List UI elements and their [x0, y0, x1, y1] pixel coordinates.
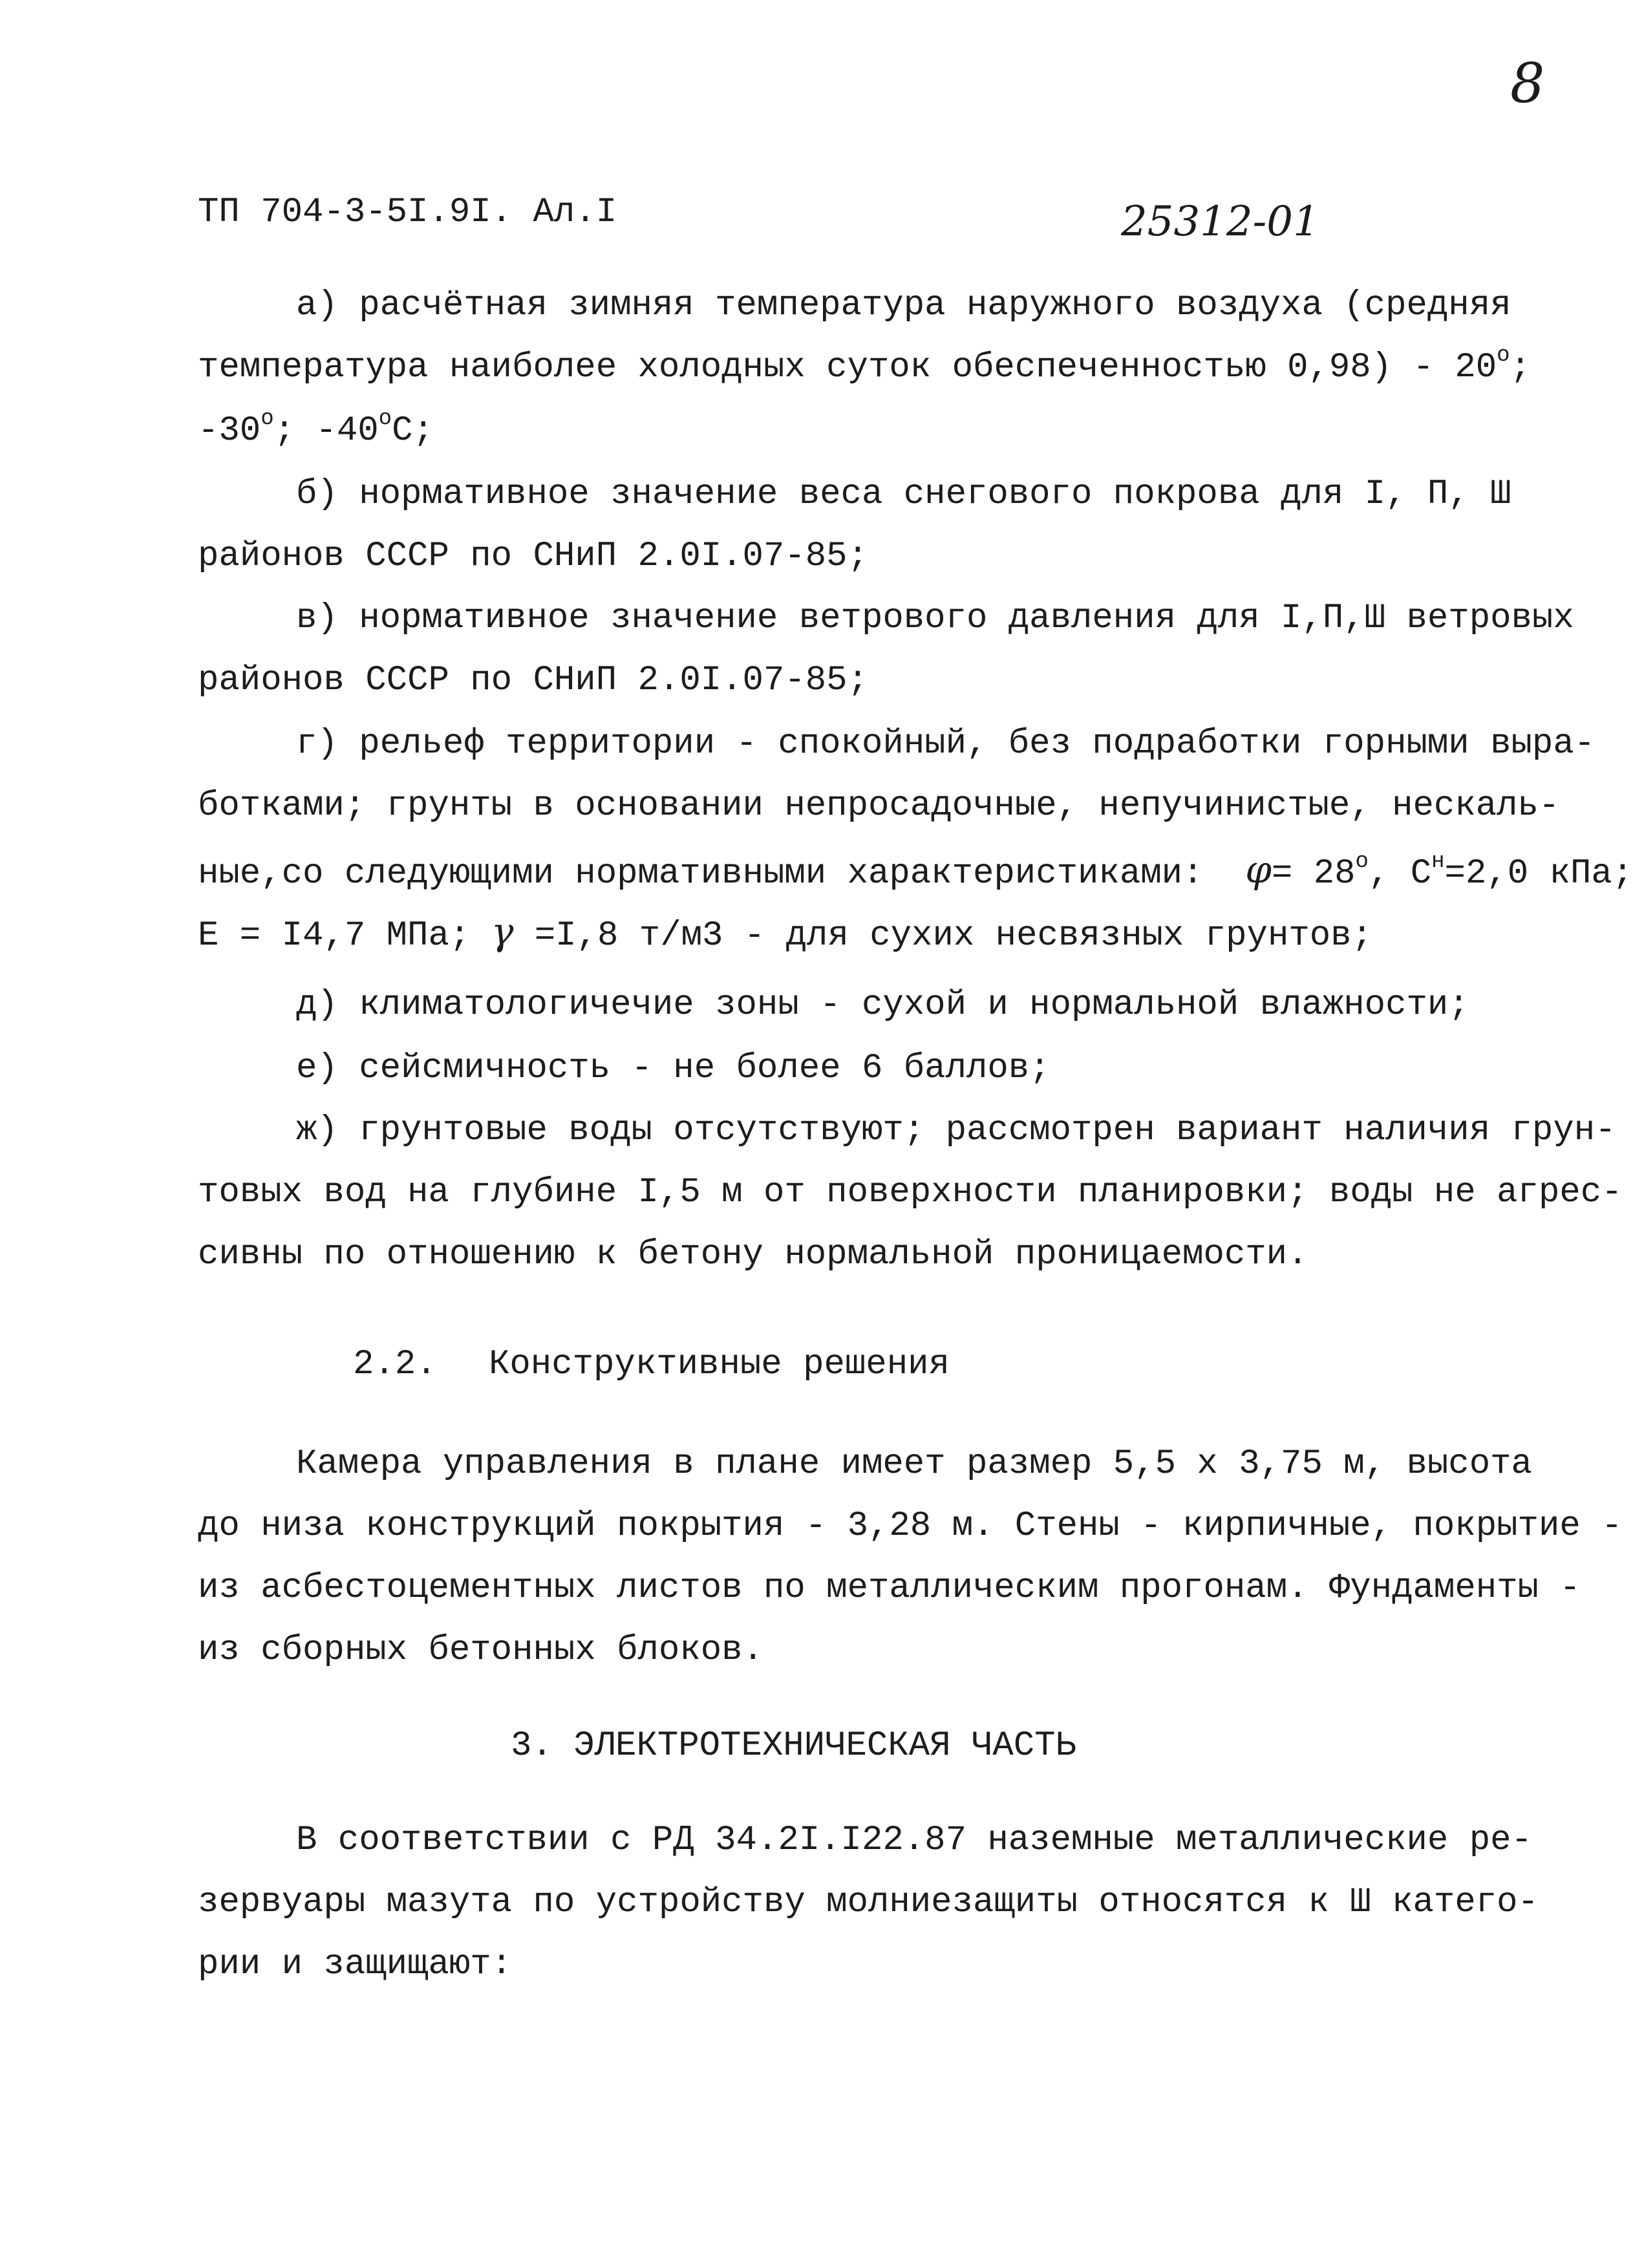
para-a-line-3: $-30^о$; $-40^оС$;: [198, 407, 434, 451]
para-zh-line-3: сивны по отношению к бетону нормальной проницаемости.: [198, 1235, 1308, 1274]
para-v-line-1: в) нормативное значение ветрового давления для I,П,Ш ветровых: [296, 599, 1574, 638]
section-2-2-line-3: из асбестоцементных листов по металлическим прогонам. Фундаменты -: [198, 1568, 1581, 1608]
para-g-line-3: ные,со следующими нормативными характеристиками: $\varphi= 28^о$, $С^н=2,0$ кПа;: [198, 848, 1633, 893]
para-g-line-2: ботками; грунты в основании непросадочные, непучинистые, нескаль-: [198, 786, 1560, 826]
phi-symbol: φ: [1245, 848, 1272, 892]
section-3-line-2: зервуары мазута по устройству молниезащиты относятся к Ш катего-: [198, 1883, 1539, 1922]
section-3-line-3: рии и защищают:: [198, 1945, 513, 1984]
section-2-2-line-2: до низа конструкций покрытия - 3,28 м. Стены - кирпичные, покрытие -: [198, 1506, 1623, 1546]
para-v-line-2: районов СССР по СНиП 2.0I.07-85;: [198, 661, 868, 700]
para-g-line-4: Е = I4,7 МПа; γ =I,8 т/м3 - для сухих несвязных грунтов;: [198, 910, 1372, 956]
para-b-line-1: б) нормативное значение веса снегового покрова для I, П, Ш: [296, 475, 1511, 514]
section-2-2-title: Конструктивные решения: [489, 1345, 950, 1384]
para-zh-line-2: товых вод на глубине I,5 м от поверхности планировки; воды не агрес-: [198, 1173, 1623, 1212]
para-a-line-2: температура наиболее холодных суток обеспеченностью $0,98) - 20^о$;: [198, 343, 1531, 387]
para-e: е) сейсмичность - не более 6 баллов;: [296, 1049, 1051, 1088]
section-3-line-1: В соответствии с РД 34.2I.I22.87 наземные металлические ре-: [296, 1821, 1532, 1860]
gamma-symbol: γ: [491, 910, 514, 954]
section-2-2-line-1: Камера управления в плане имеет размер 5,5 х 3,75 м, высота: [296, 1444, 1532, 1484]
para-a-line-1: а) расчётная зимняя температура наружного воздуха (средняя: [296, 286, 1511, 325]
para-zh-line-1: ж) грунтовые воды отсутствуют; рассмотрен вариант наличия грун-: [296, 1111, 1616, 1150]
para-g-line-1: г) рельеф территории - спокойный, без подработки горными выра-: [296, 724, 1596, 764]
page-number: 8: [1510, 52, 1545, 115]
section-2-2-line-4: из сборных бетонных блоков.: [198, 1631, 763, 1670]
section-2-2-number: 2.2.: [353, 1345, 437, 1384]
doc-code: ТП 704-3-5I.9I. Ал.I: [198, 193, 617, 232]
section-3-title: 3. ЭЛЕКТРОТЕХНИЧЕСКАЯ ЧАСТЬ: [511, 1726, 1076, 1766]
stamp-number: 25312-01: [1121, 198, 1319, 246]
para-b-line-2: районов СССР по СНиП 2.0I.07-85;: [198, 537, 868, 576]
para-d: д) климатологичечие зоны - сухой и нормальной влажности;: [296, 985, 1469, 1025]
